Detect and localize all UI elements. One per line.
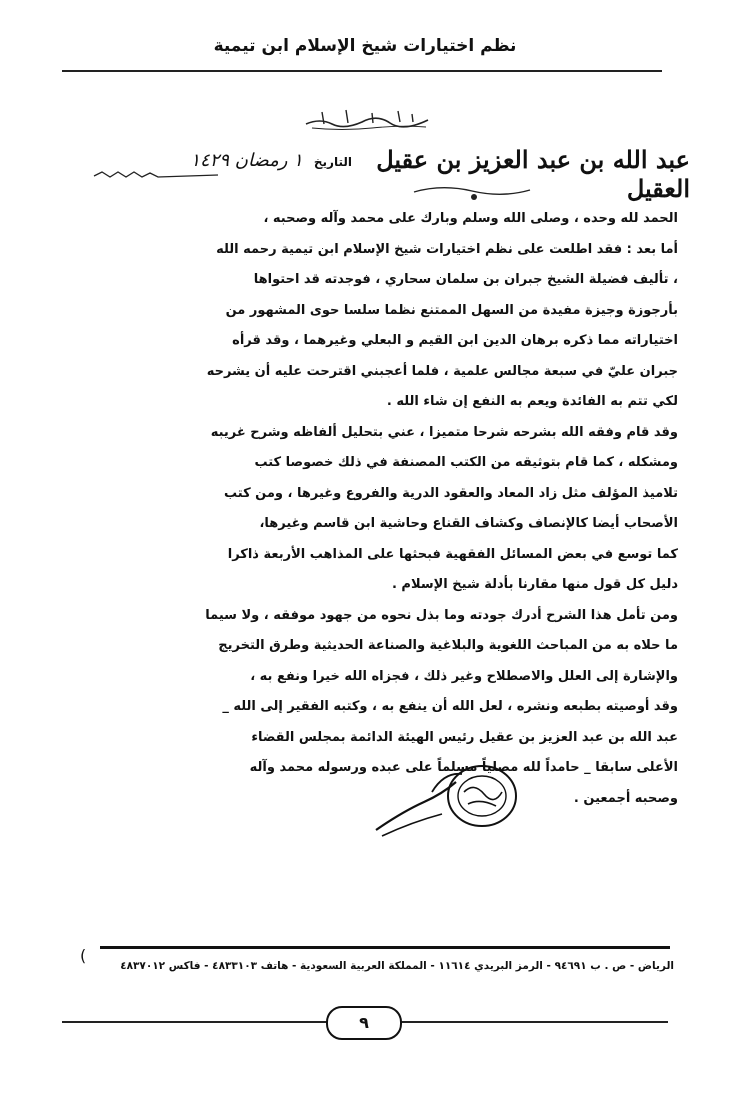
- date-underline: [92, 168, 220, 182]
- header-rule: [62, 70, 662, 72]
- body-line: وقد قام وفقه الله بشرحه شرحا متميزا ، عني بتحليل ألفاظه وشرح غريبه: [210, 424, 678, 440]
- body-line: ومشكله ، كما قام بتوثيقه من الكتب المصنفة في ذلك خصوصا كتب: [254, 455, 678, 470]
- body-line: عبد الله بن عبد العزيز بن عقيل رئيس الهيئة الدائمة بمجلس القضاء: [251, 729, 678, 745]
- body-line: والإشارة إلى العلل والاصطلاح وغير ذلك ، فجزاه الله خيرا ونفع به ،: [250, 668, 678, 684]
- page-number: ٩: [326, 1006, 402, 1040]
- body-line: دليل كل قول منها مقارنا بأدلة شيخ الإسلام .: [391, 577, 678, 592]
- body-line: لكي تتم به الفائدة ويعم به النفع إن شاء الله .: [386, 394, 678, 409]
- sender-name: عبد الله بن عبد العزيز بن عقيل العقيل: [376, 145, 690, 203]
- contact-line: الرياض - ص . ب ٩٤٦٩١ - الرمز البريدي ١١٦١٤ - المملكة العربية السعودية - هاتف ٤٨٣٣١٠٣ - فاكس ٤٨٣٧٠١٢: [120, 960, 674, 972]
- body-line: الأصحاب أيضا كالإنصاف وكشاف القناع وحاشية ابن قاسم وغيرها،: [259, 516, 678, 531]
- signature-seal: [372, 752, 522, 862]
- sender-flourish: [412, 180, 532, 202]
- body-line: وقد أوصيته بطبعه ونشره ، لعل الله أن ينفع به ، وكتبه الفقير إلى الله _: [222, 699, 678, 714]
- letter-body: [112, 204, 678, 814]
- body-line: وصحبه أجمعين .: [573, 790, 678, 806]
- date-label: التاريخ: [313, 155, 352, 169]
- body-line: ، تأليف فضيلة الشيخ جبران بن سلمان سحاري ، فوجدته قد احتواها: [253, 272, 678, 287]
- body-line: ومن تأمل هذا الشرح أدرك جودته وما بذل نحوه من جهود موفقه ، ولا سيما: [205, 607, 678, 623]
- body-line: جبران عليّ في سبعة مجالس علمية ، فلما أعجبني اقترحت عليه أن يشرحه: [206, 363, 678, 379]
- body-line: بأرجوزة وجيزة مفيدة من السهل الممتنع نظما سلسا حوى المشهور من: [225, 302, 678, 318]
- running-title: نظم اختيارات شيخ الإسلام ابن تيمية: [213, 36, 517, 56]
- basmala-calligraphy: [302, 104, 432, 132]
- body-line: أما بعد : فقد اطلعت على نظم اختيارات شيخ الإسلام ابن تيمية رحمه الله: [216, 241, 678, 257]
- footer-rule: [100, 946, 670, 949]
- date-value: ١ رمضان ١٤٢٩: [190, 150, 303, 171]
- side-mark: (: [80, 946, 87, 965]
- body-line: الحمد لله وحده ، وصلى الله وسلم وبارك على محمد وآله وصحبه ،: [263, 211, 678, 226]
- body-line: كما توسع في بعض المسائل الفقهية فبحثها على المذاهب الأربعة ذاكرا: [227, 546, 678, 562]
- body-line: الأعلى سابقا _ حامداً لله مصلياً مسلماً على عبده ورسوله محمد وآله: [249, 760, 678, 775]
- body-line: تلاميذ المؤلف مثل زاد المعاد والعقود الدرية والفروع وغيرها ، ومن كتب: [224, 485, 678, 501]
- body-line: ما حلاه به من المباحث اللغوية والبلاغية والصناعة الحديثية وطرق التخريج: [218, 638, 678, 653]
- body-line: اختياراته مما ذكره برهان الدين ابن القيم و البعلي وغيرهما ، وقد قرأه: [232, 333, 678, 348]
